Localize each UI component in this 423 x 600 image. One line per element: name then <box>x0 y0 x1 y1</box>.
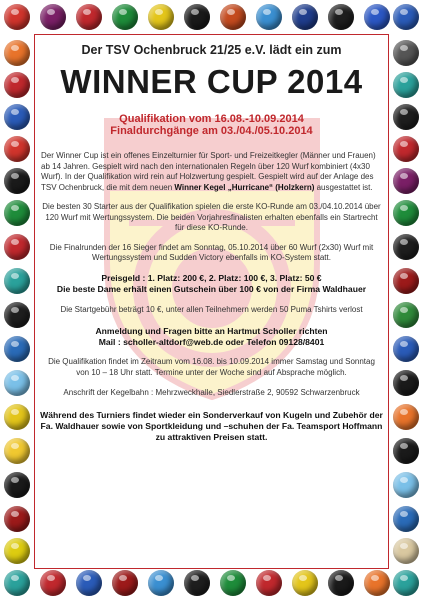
bowling-ball-icon <box>393 268 419 294</box>
finals-dates: Finaldurchgänge am 03./04./05.10.2014 <box>110 125 313 137</box>
bowling-ball-icon <box>4 570 30 596</box>
bowling-ball-icon <box>4 136 30 162</box>
bowling-ball-icon <box>393 538 419 564</box>
contact-person: Anmeldung und Fragen bitte an Hartmut Scholler richten <box>95 326 328 336</box>
intro-paragraph <box>41 151 382 193</box>
prize-info <box>35 273 388 295</box>
bowling-ball-icon <box>148 4 174 30</box>
contact-info <box>35 326 388 348</box>
bowling-ball-icon <box>4 336 30 362</box>
bowling-ball-icon <box>4 4 30 30</box>
fee-paragraph: Die Startgebühr beträgt 10 €, unter allen Teilnehmern werden 50 Puma Tshirts verlost <box>60 304 363 314</box>
bowling-ball-icon <box>393 336 419 362</box>
bowling-ball-icon <box>76 4 102 30</box>
bowling-ball-icon <box>328 570 354 596</box>
bowling-ball-icon <box>4 472 30 498</box>
bowling-ball-icon <box>76 570 102 596</box>
closing-paragraph: Während des Turniers findet wieder ein Sonderverkauf von Kugeln und Zubehör der Fa. Waldhauer sowie von Sportkleidung und –schuhen der Fa. Teamsport Hoffmann zu attraktiven Preisen statt. <box>40 409 383 442</box>
bowling-ball-icon <box>4 234 30 260</box>
bowling-ball-icon <box>393 234 419 260</box>
bowling-ball-icon <box>4 506 30 532</box>
bowling-ball-icon <box>184 570 210 596</box>
bowling-ball-icon <box>393 72 419 98</box>
bowling-ball-icon <box>4 404 30 430</box>
schedule-paragraph: Die Qualifikation findet im Zeitraum vom 16.08. bis 10.09.2014 immer Samstag und Sonntag von 10 – 18 Uhr statt. Termine unter der Woche sind auf Absprache möglich. <box>48 357 375 377</box>
bowling-ball-icon <box>220 4 246 30</box>
bowling-ball-icon <box>393 438 419 464</box>
bowling-ball-icon <box>4 168 30 194</box>
bowling-ball-icon <box>4 40 30 66</box>
bowling-ball-icon <box>184 4 210 30</box>
page-title: WINNER CUP 2014 <box>60 63 363 100</box>
bowling-ball-icon <box>364 570 390 596</box>
bowling-ball-icon <box>393 200 419 226</box>
bowling-ball-icon <box>4 370 30 396</box>
ko-round-paragraph: Die besten 30 Starter aus der Qualifikation spielen die erste KO-Runde am 03./04.10.2014 über 120 Wurf mit Wertungssystem. Die beiden Vorjahresfinalisten erhalten ebenfalls ein Startrecht für diese KO-Runde. <box>42 202 381 232</box>
bowling-ball-icon <box>148 570 174 596</box>
bowling-ball-icon <box>328 4 354 30</box>
invitation-header: Der TSV Ochenbruck 21/25 e.V. lädt ein zum <box>81 43 342 57</box>
bowling-ball-icon <box>393 104 419 130</box>
contact-details: Mail : scholler-altdorf@web.de oder Telefon 09128/8401 <box>98 337 325 347</box>
prize-money: Preisgeld : 1. Platz: 200 €, 2. Platz: 100 €, 3. Platz: 50 € <box>101 272 322 283</box>
flyer-frame <box>34 34 389 569</box>
bowling-ball-icon <box>4 538 30 564</box>
final-round-paragraph: Die Finalrunden der 16 Sieger findet am Sonntag, 05.10.2014 über 60 Wurf (2x30) Wurf mit Wertungssystem und Sudden Victory ebenfalls im KO-System statt. <box>49 242 374 262</box>
bowling-ball-icon <box>40 570 66 596</box>
bowling-ball-icon <box>4 200 30 226</box>
bowling-ball-icon <box>256 4 282 30</box>
address-paragraph: Anschrift der Kegelbahn : Mehrzweckhalle, Siedlerstraße 2, 90592 Schwarzenbruck <box>63 388 360 397</box>
bowling-ball-icon <box>364 4 390 30</box>
bowling-ball-icon <box>4 72 30 98</box>
bowling-ball-icon <box>220 570 246 596</box>
bowling-ball-icon <box>393 570 419 596</box>
bowling-ball-icon <box>4 302 30 328</box>
bowling-ball-icon <box>393 4 419 30</box>
bowling-ball-icon <box>393 370 419 396</box>
intro-highlight: Winner Kegel „Hurricane“ (Holzkern) <box>174 182 315 192</box>
event-dates <box>35 113 388 137</box>
bowling-ball-icon <box>393 506 419 532</box>
bowling-ball-icon <box>393 404 419 430</box>
bowling-ball-icon <box>256 570 282 596</box>
bowling-ball-icon <box>393 472 419 498</box>
bowling-ball-icon <box>393 302 419 328</box>
bowling-ball-icon <box>393 168 419 194</box>
bowling-ball-icon <box>4 268 30 294</box>
bowling-ball-icon <box>393 136 419 162</box>
bowling-ball-icon <box>292 4 318 30</box>
bowling-ball-icon <box>112 4 138 30</box>
bowling-ball-icon <box>4 104 30 130</box>
ladies-prize: Die beste Dame erhält einen Gutschein über 100 € von der Firma Waldhauer <box>56 283 367 294</box>
bowling-ball-icon <box>40 4 66 30</box>
intro-tail: ausgestattet ist. <box>314 182 373 192</box>
bowling-ball-icon <box>4 438 30 464</box>
bowling-ball-icon <box>112 570 138 596</box>
bowling-ball-icon <box>292 570 318 596</box>
qualification-dates: Qualifikation vom 16.08.-10.09.2014 <box>119 113 304 125</box>
bowling-ball-icon <box>393 40 419 66</box>
intro-text: Der Winner Cup ist ein offenes Einzelturnier für Sport- und Freizeitkegler (Männer und Frauen) ab 14 Jahren. Gespielt wird nach den internationalen Regeln über 120 Wurf kombiniert (4x30 Wurf). In der Qualifikation wird rein auf Holzwertung gespielt. Gespielt wird auf der Anlage des TSV Ochenbruck, die mit dem neuen <box>41 151 376 192</box>
